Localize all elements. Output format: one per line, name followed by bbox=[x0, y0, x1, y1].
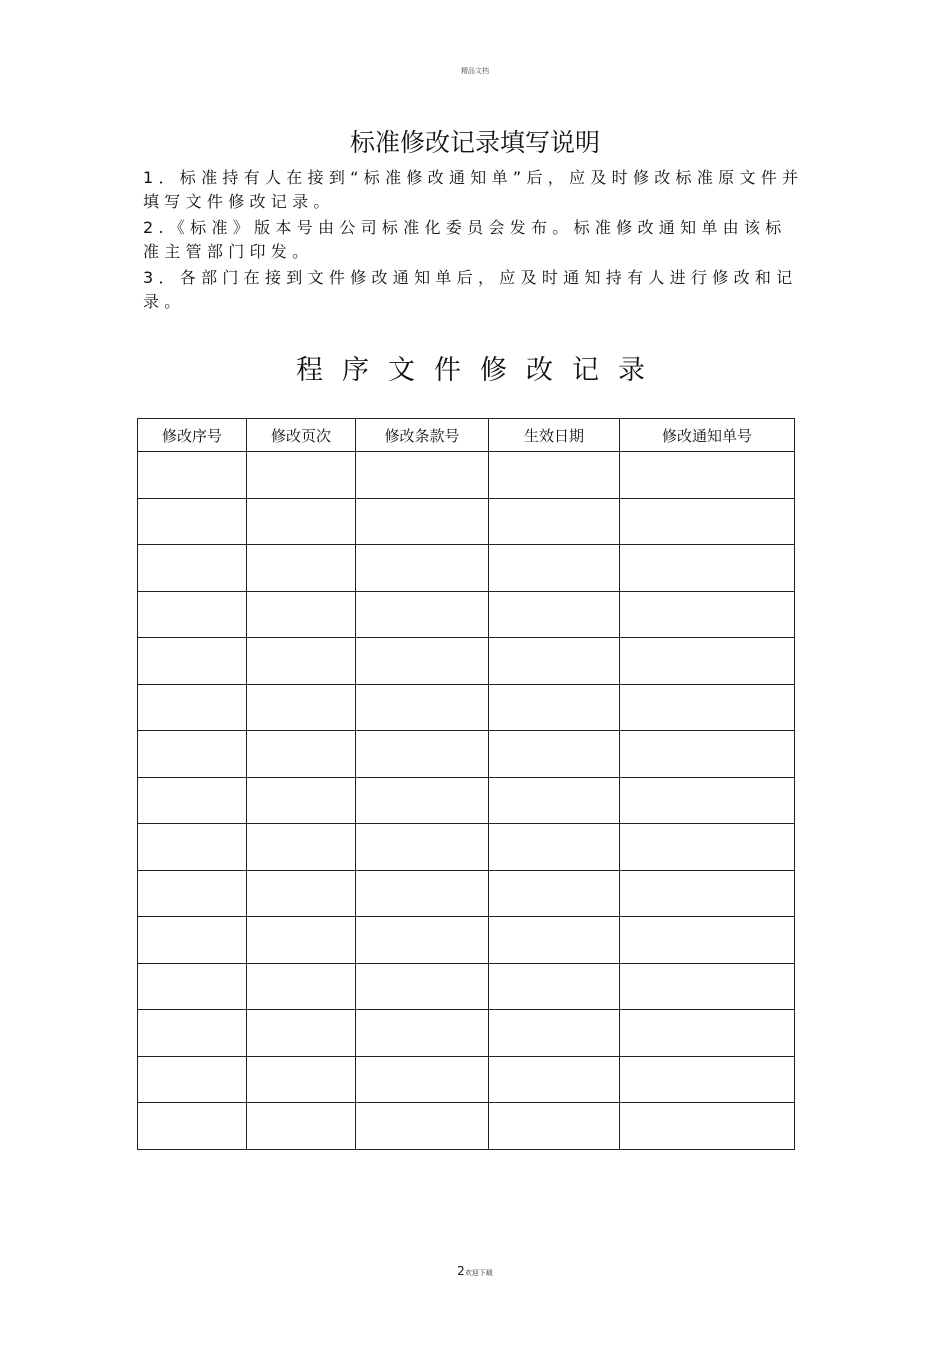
table-cell bbox=[620, 498, 795, 545]
table-row bbox=[138, 591, 795, 638]
table-cell bbox=[356, 545, 489, 592]
table-cell bbox=[138, 684, 247, 731]
table-cell bbox=[138, 638, 247, 685]
table-cell bbox=[489, 731, 620, 778]
table-cell bbox=[138, 824, 247, 871]
table-cell bbox=[356, 777, 489, 824]
footer-label: 欢迎下载 bbox=[464, 1269, 493, 1277]
table-cell bbox=[489, 498, 620, 545]
table-cell bbox=[247, 777, 356, 824]
table-cell bbox=[620, 545, 795, 592]
table-cell bbox=[489, 1103, 620, 1150]
table-row bbox=[138, 917, 795, 964]
table-row bbox=[138, 1010, 795, 1057]
table-cell bbox=[620, 1103, 795, 1150]
instruction-2: 2.《标准》版本号由公司标准化委员会发布。标准修改通知单由该标准主管部门印发。 bbox=[143, 218, 787, 261]
table-cell bbox=[138, 452, 247, 499]
table-cell bbox=[247, 452, 356, 499]
table-cell bbox=[247, 870, 356, 917]
column-header: 修改序号 bbox=[138, 419, 247, 452]
table-cell bbox=[489, 1010, 620, 1057]
table-cell bbox=[489, 917, 620, 964]
table-row bbox=[138, 731, 795, 778]
table-cell bbox=[620, 870, 795, 917]
column-header: 修改通知单号 bbox=[620, 419, 795, 452]
table-cell bbox=[356, 684, 489, 731]
table-cell bbox=[138, 1056, 247, 1103]
table-cell bbox=[138, 870, 247, 917]
table-cell bbox=[247, 1010, 356, 1057]
table-cell bbox=[138, 545, 247, 592]
table-cell bbox=[247, 591, 356, 638]
table-row bbox=[138, 1103, 795, 1150]
page-title: 标准修改记录填写说明 bbox=[349, 128, 600, 157]
instruction-1: 1．标准持有人在接到“标准修改通知单”后，应及时修改标准原文件并填写文件修改记录。 bbox=[143, 168, 804, 211]
table-cell bbox=[489, 545, 620, 592]
column-header: 生效日期 bbox=[489, 419, 620, 452]
table-row bbox=[138, 870, 795, 917]
table-cell bbox=[247, 1103, 356, 1150]
table-row bbox=[138, 498, 795, 545]
table-body bbox=[138, 452, 795, 1150]
table-cell bbox=[489, 591, 620, 638]
table-cell bbox=[247, 545, 356, 592]
table-cell bbox=[356, 917, 489, 964]
table-cell bbox=[356, 452, 489, 499]
table-cell bbox=[489, 963, 620, 1010]
record-title: 程序文件修改记录 bbox=[296, 355, 664, 386]
table-cell bbox=[356, 498, 489, 545]
table-cell bbox=[620, 452, 795, 499]
table-cell bbox=[247, 963, 356, 1010]
table-cell bbox=[489, 1056, 620, 1103]
table-cell bbox=[138, 917, 247, 964]
table-cell bbox=[620, 638, 795, 685]
table-row bbox=[138, 452, 795, 499]
table-cell bbox=[356, 731, 489, 778]
column-header: 修改页次 bbox=[247, 419, 356, 452]
table-cell bbox=[138, 777, 247, 824]
table-cell bbox=[247, 824, 356, 871]
table-cell bbox=[138, 1010, 247, 1057]
table-cell bbox=[247, 498, 356, 545]
instruction-3: 3．各部门在接到文件修改通知单后，应及时通知持有人进行修改和记录。 bbox=[143, 268, 798, 311]
table-cell bbox=[138, 591, 247, 638]
table-cell bbox=[356, 638, 489, 685]
table-cell bbox=[620, 591, 795, 638]
table-cell bbox=[138, 731, 247, 778]
table-cell bbox=[356, 1103, 489, 1150]
table-cell bbox=[620, 684, 795, 731]
page-number: 2 bbox=[457, 1264, 465, 1278]
modification-record-table bbox=[137, 418, 795, 1150]
table-cell bbox=[620, 777, 795, 824]
table-cell bbox=[138, 1103, 247, 1150]
table-row bbox=[138, 638, 795, 685]
table-cell bbox=[356, 1010, 489, 1057]
table-row bbox=[138, 777, 795, 824]
table-cell bbox=[247, 638, 356, 685]
table-cell bbox=[620, 1056, 795, 1103]
table-cell bbox=[620, 917, 795, 964]
table-cell bbox=[138, 963, 247, 1010]
table-cell bbox=[489, 638, 620, 685]
table-cell bbox=[620, 731, 795, 778]
table-cell bbox=[247, 1056, 356, 1103]
table-cell bbox=[247, 731, 356, 778]
table-row bbox=[138, 824, 795, 871]
table-cell bbox=[489, 777, 620, 824]
table-cell bbox=[356, 870, 489, 917]
table-cell bbox=[489, 452, 620, 499]
table-cell bbox=[356, 1056, 489, 1103]
table-cell bbox=[356, 824, 489, 871]
table-row bbox=[138, 684, 795, 731]
table-header-row bbox=[138, 419, 795, 452]
column-header: 修改条款号 bbox=[356, 419, 489, 452]
table-row bbox=[138, 963, 795, 1010]
table-row bbox=[138, 545, 795, 592]
table-cell bbox=[620, 824, 795, 871]
page-footer bbox=[0, 1260, 950, 1279]
table-row bbox=[138, 1056, 795, 1103]
table-cell bbox=[489, 684, 620, 731]
table-cell bbox=[620, 1010, 795, 1057]
table-cell bbox=[620, 963, 795, 1010]
table-cell bbox=[489, 870, 620, 917]
table-cell bbox=[247, 684, 356, 731]
table-cell bbox=[356, 963, 489, 1010]
page-header: 精品文档 bbox=[461, 67, 489, 75]
table-cell bbox=[138, 498, 247, 545]
table-cell bbox=[247, 917, 356, 964]
table-cell bbox=[356, 591, 489, 638]
table-cell bbox=[489, 824, 620, 871]
